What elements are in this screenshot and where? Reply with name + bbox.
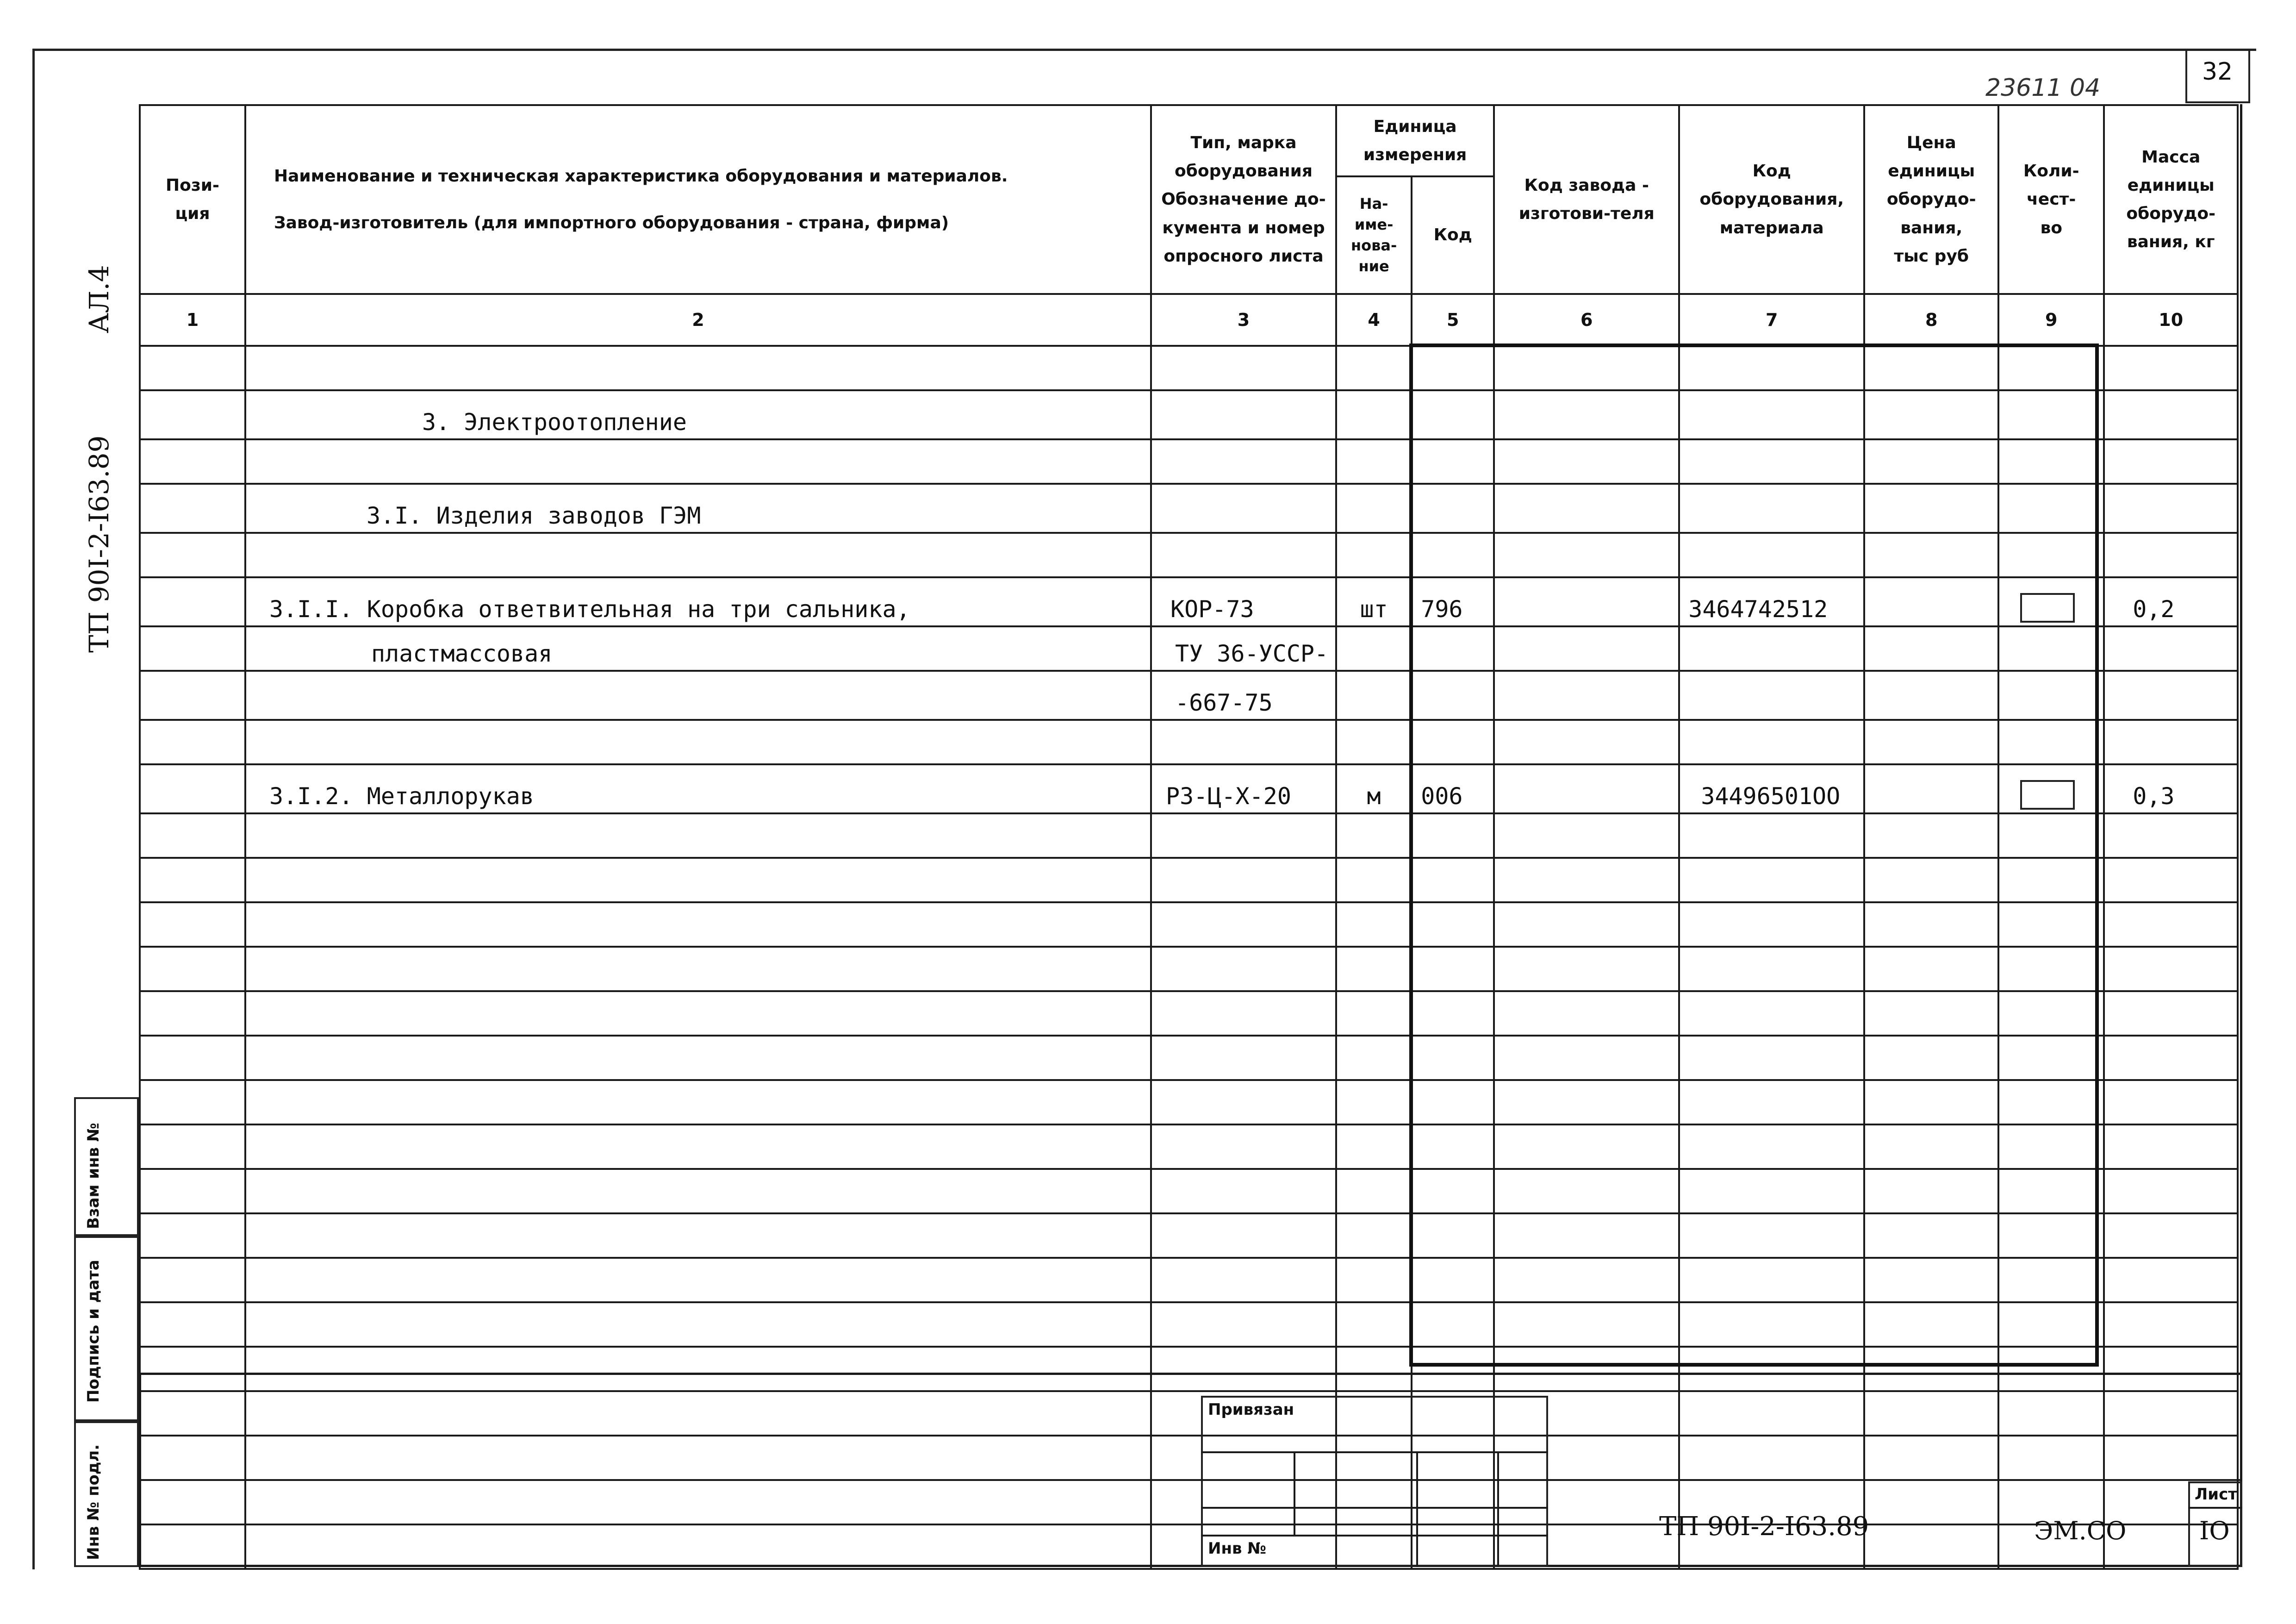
binding-hline-3 [1201, 1507, 1548, 1509]
col-num-6: 6 [1494, 294, 1679, 346]
item-unit: шт [1336, 577, 1412, 626]
quantity-box [2020, 593, 2075, 623]
subsection-title: 3.I. Изделия заводов ГЭМ [245, 484, 1151, 533]
item-mass: 0,2 [2104, 577, 2238, 626]
header-name [245, 105, 1151, 294]
table-row [140, 1213, 2238, 1258]
stamp-inv-podl [74, 1421, 139, 1567]
table-row [140, 991, 2238, 1036]
header-unit-code: Код [1412, 176, 1494, 294]
table-row [140, 346, 2238, 390]
row-name [245, 346, 1151, 390]
col-num-10: 10 [2104, 294, 2238, 346]
bottom-frame-top [139, 1373, 2242, 1375]
item-unit-code: 796 [1412, 577, 1494, 626]
item-material-code: 3464742512 [1679, 577, 1864, 626]
row-name [245, 720, 1151, 764]
item-type-cont: ТУ 36-УССР- [1151, 626, 1336, 671]
left-designation: ТП 90I-2-I63.89 [83, 435, 115, 653]
binding-vline-2 [1416, 1451, 1418, 1567]
table-row [140, 484, 2238, 533]
stamp-podpis-data [74, 1236, 139, 1421]
table-row [140, 1436, 2238, 1480]
section-title: 3. Электроотопление [245, 390, 1151, 439]
table-row [140, 1169, 2238, 1213]
binding-vline-3 [1497, 1451, 1499, 1567]
left-frame [139, 1373, 141, 1567]
header-position: Пози- ция [140, 105, 245, 294]
col-num-2: 2 [245, 294, 1151, 346]
table-row [140, 1080, 2238, 1124]
binding-hline-2 [1201, 1479, 1548, 1481]
table-row [140, 1036, 2238, 1080]
quantity-cell [1998, 577, 2104, 626]
col-num-5: 5 [1412, 294, 1494, 346]
table-row [140, 1124, 2238, 1169]
sheet-number: IO [2199, 1516, 2230, 1545]
table-row [140, 813, 2238, 858]
table-row [140, 577, 2238, 626]
stamp-podpis-data-label: Подпись и дата [84, 1260, 103, 1403]
col-num-7: 7 [1679, 294, 1864, 346]
header-name-line2: Завод-изготовитель (для импортного оборудования - страна, фирма) [274, 213, 949, 232]
header-mass: Масса единицы оборудо-вания, кг [2104, 105, 2238, 294]
stamp-vzam-inv-label: Взам инв № [84, 1123, 103, 1229]
table-row [140, 1302, 2238, 1347]
specification-table [139, 104, 2239, 1570]
page-number: 32 [2202, 58, 2233, 86]
handwritten-code: 23611 04 [1985, 74, 2101, 102]
table-row [140, 1391, 2238, 1436]
designation-text: ТП 90I-2-I63.89 [1659, 1512, 1869, 1542]
table-row [140, 1347, 2238, 1391]
item-type-cont2: -667-75 [1151, 671, 1336, 720]
col-num-8: 8 [1864, 294, 1998, 346]
stamp-vzam-inv [74, 1097, 139, 1236]
quantity-cell [1998, 764, 2104, 813]
col-num-9: 9 [1998, 294, 2104, 346]
header-unit-group: Единица измерения [1336, 105, 1494, 176]
header-price: Цена единицы оборудо-вания, тыс руб [1864, 105, 1998, 294]
left-code: АЛ.4 [83, 265, 115, 333]
table-row [140, 439, 2238, 484]
item-name-cont: пластмассовая [245, 626, 1151, 671]
bottom-frame-bottom [139, 1565, 2242, 1567]
sheet-label: Лист [2195, 1485, 2237, 1504]
row-name [245, 533, 1151, 577]
binding-vline-1 [1294, 1451, 1295, 1535]
inv-no-label: Инв № [1208, 1539, 1267, 1558]
header-unit-name: На-име-нова-ние [1336, 176, 1412, 294]
header-factory-code: Код завода - изготови-теля [1494, 105, 1679, 294]
table-row [140, 533, 2238, 577]
header-quantity: Коли-чест-во [1998, 105, 2104, 294]
sheet-number-divider [2188, 1507, 2242, 1509]
designation-top-line [1548, 1479, 2242, 1481]
item-unit: м [1336, 764, 1412, 813]
table-row [140, 626, 2238, 671]
header-name-line1: Наименование и техническая характеристика оборудования и материалов. [274, 166, 1008, 186]
table-row [140, 390, 2238, 439]
table-row [140, 764, 2238, 813]
mark-text: ЭМ.СО [2034, 1516, 2127, 1545]
row-name [245, 439, 1151, 484]
table-row [140, 858, 2238, 902]
quantity-box [2020, 780, 2075, 810]
header-type: Тип, марка оборудования Обозначение до-кумента и номер опросного листа [1151, 105, 1336, 294]
binding-hline-4 [1201, 1535, 1548, 1537]
col-num-1: 1 [140, 294, 245, 346]
col-num-4: 4 [1336, 294, 1412, 346]
stamp-inv-podl-label: Инв № подл. [84, 1444, 103, 1560]
item-unit-code: 006 [1412, 764, 1494, 813]
table-row [140, 671, 2238, 720]
table-row [140, 1258, 2238, 1302]
item-material-code: 34496501ОО [1679, 764, 1864, 813]
item-name: 3.I.2. Металлорукав [245, 764, 1151, 813]
item-type: КОР-73 [1151, 577, 1336, 626]
binding-hline-1 [1201, 1451, 1548, 1453]
table-row [140, 1524, 2238, 1569]
item-name: 3.I.I. Коробка ответвительная на три сальника, [245, 577, 1151, 626]
col-num-3: 3 [1151, 294, 1336, 346]
table-row [140, 902, 2238, 947]
header-equipment-code: Код оборудования, материала [1679, 105, 1864, 294]
binding-label: Привязан [1208, 1400, 1294, 1419]
item-mass: 0,3 [2104, 764, 2238, 813]
table-row [140, 947, 2238, 991]
table-row [140, 1480, 2238, 1524]
table-row [140, 720, 2238, 764]
item-type: РЗ-Ц-Х-20 [1151, 764, 1336, 813]
right-frame [2240, 104, 2242, 1567]
